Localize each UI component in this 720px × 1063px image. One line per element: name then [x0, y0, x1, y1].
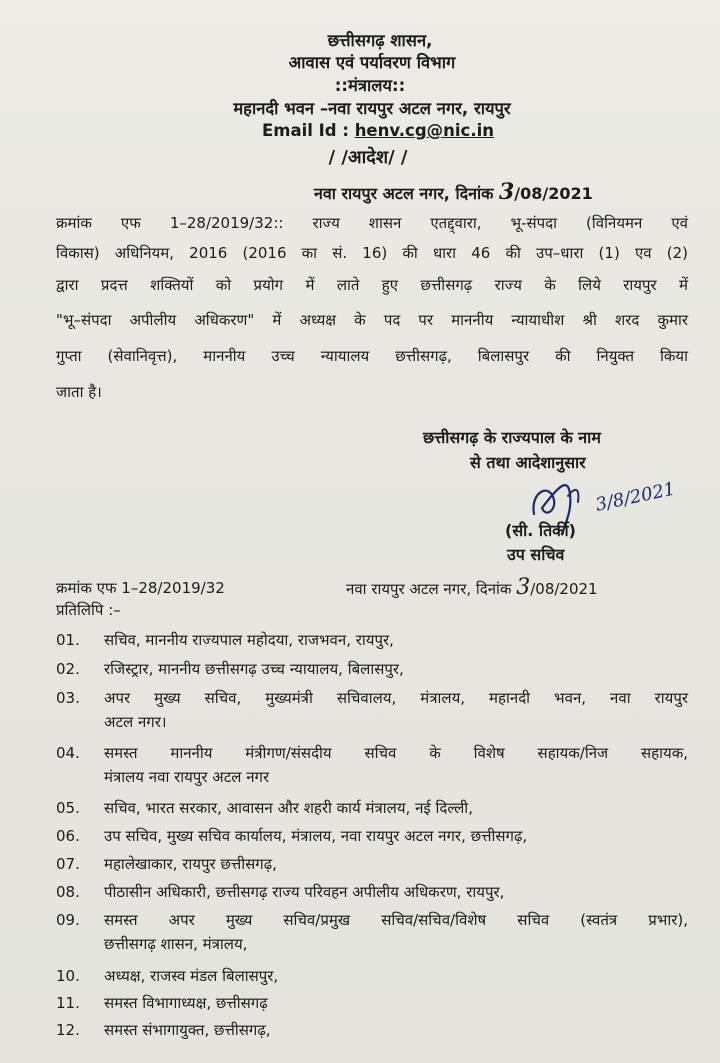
list-item-text: समस्त अपर मुख्य सचिव/प्रमुख सचिव/सचिव/विशेष सचिव (स्वतंत्र प्रभार), [104, 911, 688, 929]
list-item-text: पीठासीन अधिकारी, छत्तीसगढ़ राज्य परिवहन अपीलीय अधिकरण, रायपुर, [104, 883, 505, 901]
list-item-number: 05. [56, 799, 80, 817]
office-address: महानदी भवन –नवा रायपुर अटल नगर, रायपुर [233, 99, 511, 118]
body-line-6: जाता है। [56, 383, 102, 401]
signature-date: 3/8/2021 [593, 478, 678, 516]
ministry-label: ::मंत्रालय:: [334, 76, 406, 95]
authority-line-2: से तथा आदेशानुसार [470, 453, 586, 472]
list-item-number: 09. [56, 911, 80, 929]
list-item-number: 06. [56, 827, 80, 845]
copy-ref-day: 3 [516, 575, 531, 600]
list-item-text: अध्यक्ष, राजस्व मंडल बिलासपुर, [104, 967, 279, 985]
list-item-number: 12. [56, 1021, 80, 1039]
copy-ref-place: नवा रायपुर अटल नगर, दिनांक [346, 580, 512, 598]
body-line-4: "भू–संपदा अपीलीय अधिकरण" में अध्यक्ष के पद पर माननीय न्यायाधीश श्री शरद कुमार [56, 311, 688, 329]
copy-ref-number: क्रमांक एफ 1–28/2019/32 [56, 579, 225, 597]
list-item-text: अपर मुख्य सचिव, मुख्यमंत्री सचिवालय, मंत्रालय, महानदी भवन, नवा रायपुर [104, 689, 688, 707]
order-date-place: नवा रायपुर अटल नगर, दिनांक [314, 184, 494, 203]
body-line-1: क्रमांक एफ 1–28/2019/32:: राज्य शासन एतद्द्वारा, भू-संपदा (विनियमन एवं [56, 214, 688, 232]
body-line-2: विकास) अधिनियम, 2016 (2016 का सं. 16) की धारा 46 की उप–धारा (1) एव (2) [56, 244, 688, 262]
list-item-text: उप सचिव, मुख्य सचिव कार्यालय, मंत्रालय, नवा रायपुर अटल नगर, छत्तीसगढ़, [104, 827, 528, 845]
body-line-5: गुप्ता (सेवानिवृत्त), माननीय उच्च न्यायालय छत्तीसगढ़, बिलासपुर की नियुक्त किया [56, 347, 688, 365]
copy-label: प्रतिलिपि :– [56, 601, 121, 619]
list-item-number: 10. [56, 967, 80, 985]
list-item-text: महालेखाकार, रायपुर छत्तीसगढ़, [104, 855, 277, 873]
list-item-text-continued: अटल नगर। [104, 713, 167, 731]
list-item-number: 08. [56, 883, 80, 901]
order-date-line [314, 179, 593, 205]
order-date-rest: /08/2021 [514, 184, 593, 203]
list-item-text-continued: मंत्रालय नवा रायपुर अटल नगर [104, 768, 270, 786]
list-item-text: समस्त माननीय मंत्रीगण/संसदीय सचिव के विशेष सहायक/निज सहायक, [104, 744, 688, 762]
email-label: Email Id : [261, 121, 355, 140]
list-item-number: 11. [56, 994, 80, 1012]
list-item-text: सचिव, माननीय राज्यपाल महोदया, राजभवन, रायपुर, [104, 631, 394, 649]
list-item-number: 01. [56, 631, 80, 649]
list-item-text: समस्त विभागाध्यक्ष, छत्तीसगढ़ [104, 994, 268, 1012]
order-title: / /आदेश/ / [328, 147, 408, 168]
body-line-3: द्वारा प्रदत्त शक्तियों को प्रयोग में लाते हुए छत्तीसगढ़ राज्य के लिये रायपुर में [56, 276, 688, 294]
list-item-text: रजिस्ट्रार, माननीय छत्तीसगढ़ उच्च न्यायालय, बिलासपुर, [104, 660, 404, 678]
list-item-text: सचिव, भारत सरकार, आवासन और शहरी कार्य मंत्रालय, नई दिल्ली, [104, 799, 473, 817]
list-item-text-continued: छत्तीसगढ़ शासन, मंत्रालय, [104, 935, 248, 953]
list-item-number: 07. [56, 855, 80, 873]
authority-line-1: छत्तीसगढ़ के राज्यपाल के नाम [423, 428, 601, 447]
copy-ref-date [346, 575, 598, 600]
department-name: आवास एवं पर्यावरण विभाग [288, 53, 456, 72]
email-line [18, 120, 720, 142]
copy-ref-rest: /08/2021 [530, 580, 598, 598]
list-item-number: 03. [56, 689, 80, 707]
govt-name: छत्तीसगढ़ शासन, [327, 31, 433, 50]
list-item-number: 04. [56, 744, 80, 762]
signatory-name: (सी. तिर्की) [505, 521, 576, 540]
email-address[interactable]: henv.cg@nic.in [354, 121, 494, 140]
order-date-day: 3 [498, 179, 515, 205]
list-item-number: 02. [56, 660, 80, 678]
signatory-designation: उप सचिव [507, 545, 565, 564]
list-item-text: समस्त संभागायुक्त, छत्तीसगढ़, [104, 1021, 271, 1039]
